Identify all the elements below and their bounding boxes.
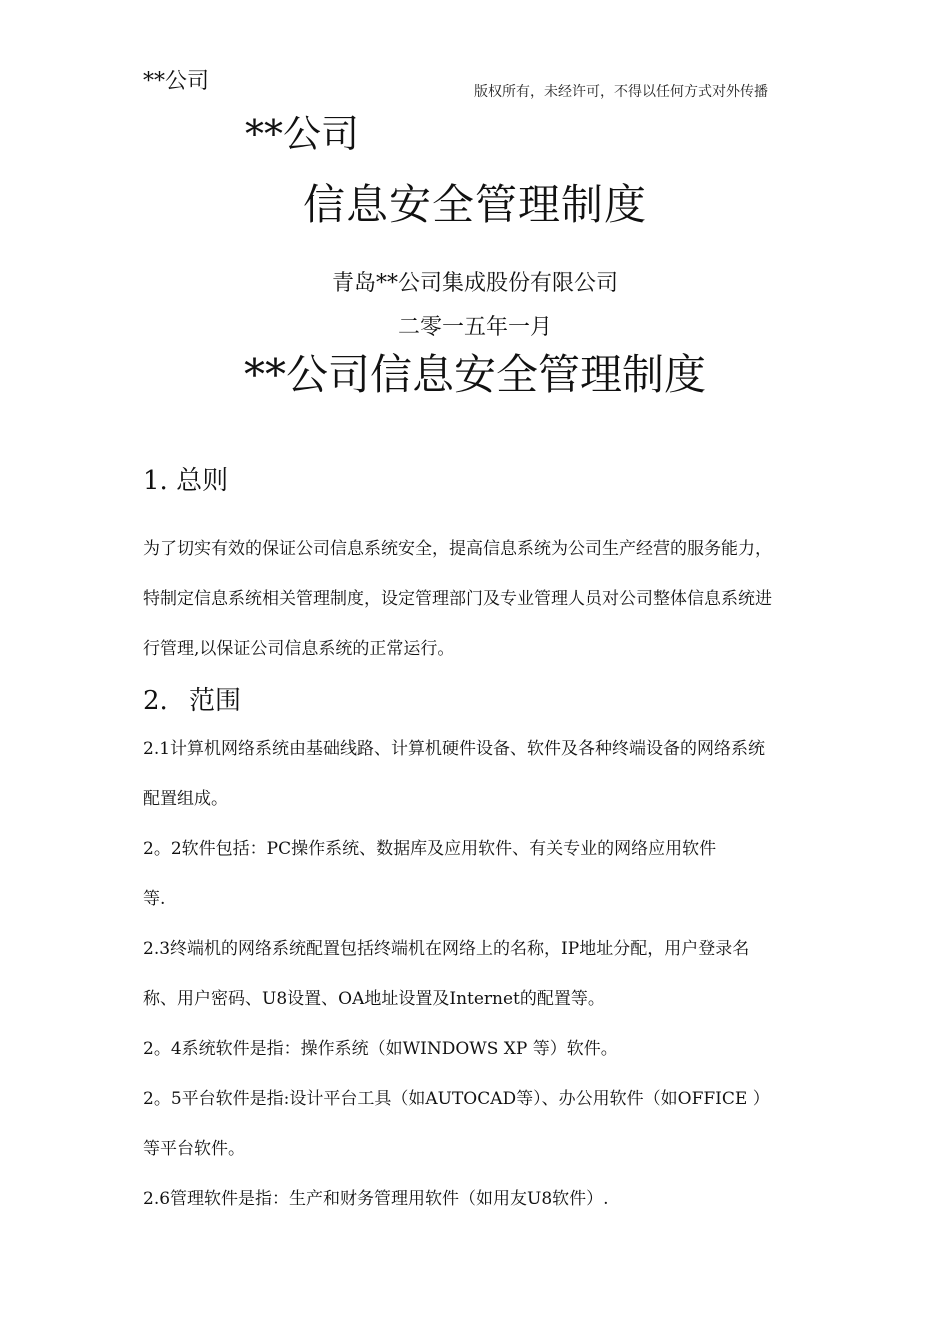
paragraph-line: 配置组成。 [143,789,228,809]
cover-company-name: **公司 [245,112,360,156]
cover-date: 二零一五年一月 [397,315,552,340]
paragraph-line: 为了切实有效的保证公司信息系统安全，提高信息系统为公司生产经营的服务能力， [143,539,772,559]
section-body-scope [143,724,770,1224]
header-company: **公司 [143,69,210,94]
paragraph-line: 2.3终端机的网络系统配置包括终端机在网络上的名称，IP地址分配，用户登录名 [143,939,750,959]
paragraph-line: 2。2软件包括：PC操作系统、数据库及应用软件、有关专业的网络应用软件 [143,839,717,859]
paragraph-line: 2。5平台软件是指:设计平台工具（如AUTOCAD等）、办公用软件（如OFFICE ） [143,1089,770,1109]
paragraph-line: 行管理,以保证公司信息系统的正常运行。 [143,639,455,659]
paragraph-line: 2.6管理软件是指：生产和财务管理用软件（如用友U8软件）. [143,1189,609,1209]
paragraph-line: 特制定信息系统相关管理制度，设定管理部门及专业管理人员对公司整体信息系统进 [143,589,772,609]
section-heading-label: 范围 [189,686,242,716]
section-heading-scope [143,680,241,717]
paragraph-line: 等. [143,889,166,909]
paragraph-line: 称、用户密码、U8设置、OA地址设置及Internet的配置等。 [143,989,605,1009]
section-heading-general: 1. 总则 [143,466,229,496]
section-body-general [143,524,772,674]
cover-title: 信息安全管理制度 [302,180,647,229]
section-number: 2. [143,686,168,716]
document-title: **公司信息安全管理制度 [243,350,706,399]
paragraph-line: 等平台软件。 [143,1139,245,1159]
copyright-notice: 版权所有，未经许可，不得以任何方式对外传播 [474,84,768,100]
paragraph-line: 2.1计算机网络系统由基础线路、计算机硬件设备、软件及各种终端设备的网络系统 [143,739,766,759]
paragraph-line: 2。4系统软件是指：操作系统（如WINDOWS XP 等）软件。 [143,1039,618,1059]
cover-organization: 青岛**公司集成股份有限公司 [331,271,618,296]
